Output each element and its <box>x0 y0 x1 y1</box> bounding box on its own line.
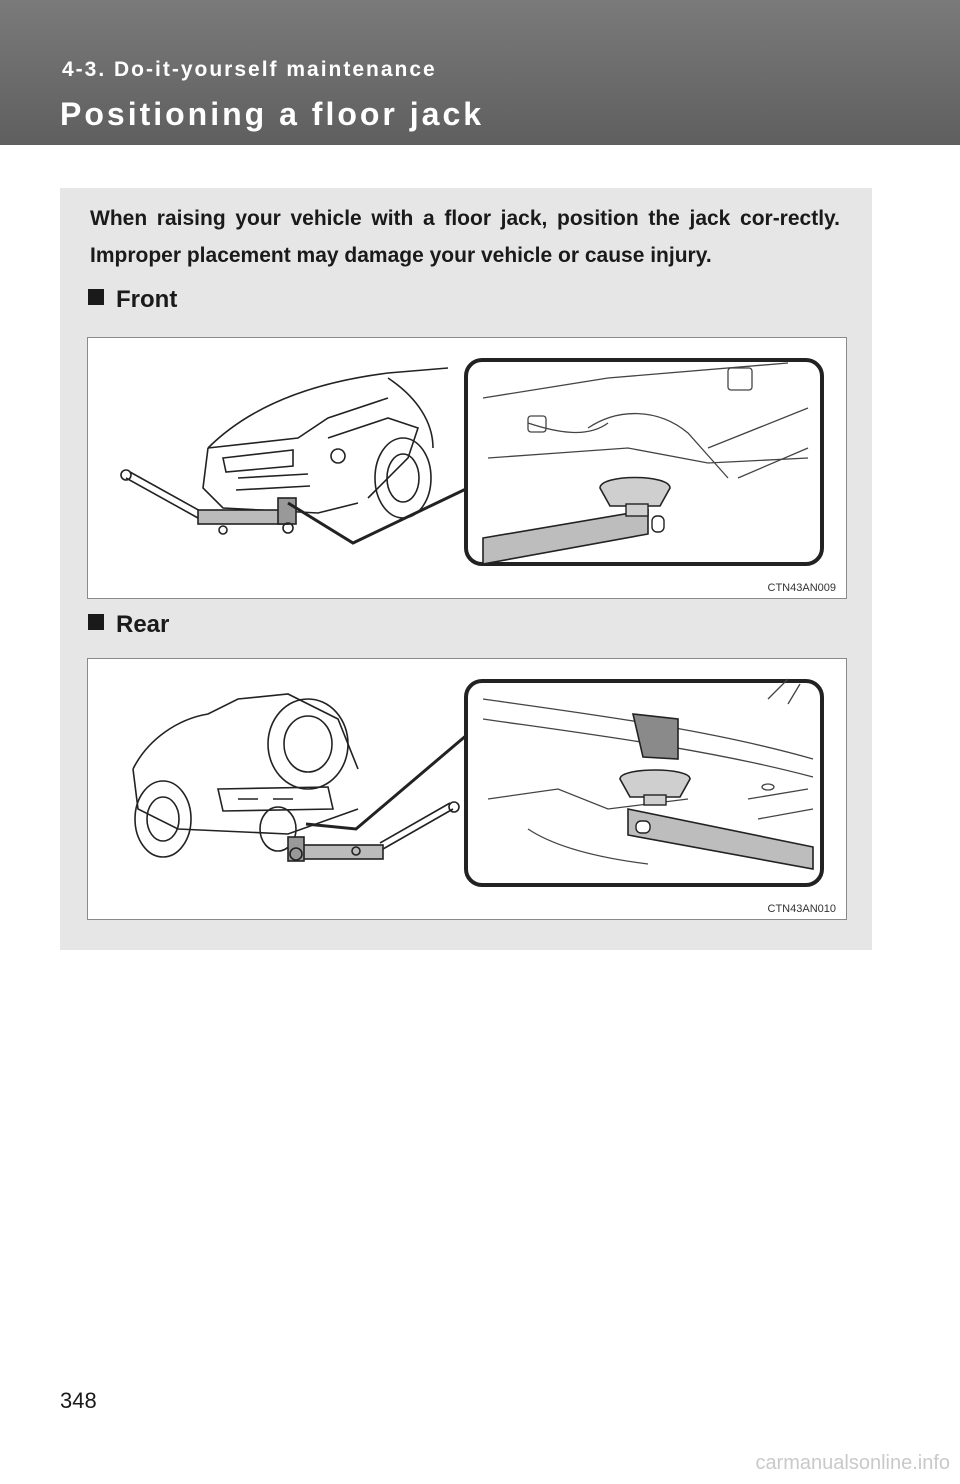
square-bullet-icon <box>88 289 104 305</box>
figure-code: CTN43AN010 <box>767 903 836 915</box>
page-title: Positioning a floor jack <box>60 96 485 132</box>
section-title: 4-3. Do-it-yourself maintenance <box>62 58 437 81</box>
front-jack-figure <box>87 337 847 599</box>
front-heading-label: Front <box>116 286 178 313</box>
front-jack-illustration <box>88 338 846 598</box>
rear-heading-label: Rear <box>116 611 170 638</box>
rear-jack-illustration <box>88 659 846 919</box>
intro-paragraph: When raising your vehicle with a floor jack, position the jack cor-rectly. Improper placement may damage your vehicle or cause injury. <box>90 207 840 267</box>
front-heading <box>88 286 177 314</box>
figure-code: CTN43AN009 <box>767 582 836 594</box>
square-bullet-icon <box>88 614 104 630</box>
page-header <box>0 0 960 145</box>
rear-jack-figure <box>87 658 847 920</box>
rear-heading <box>88 611 169 639</box>
footer-watermark: carmanualsonline.info <box>755 1452 950 1474</box>
page-number: 348 <box>60 1388 97 1413</box>
